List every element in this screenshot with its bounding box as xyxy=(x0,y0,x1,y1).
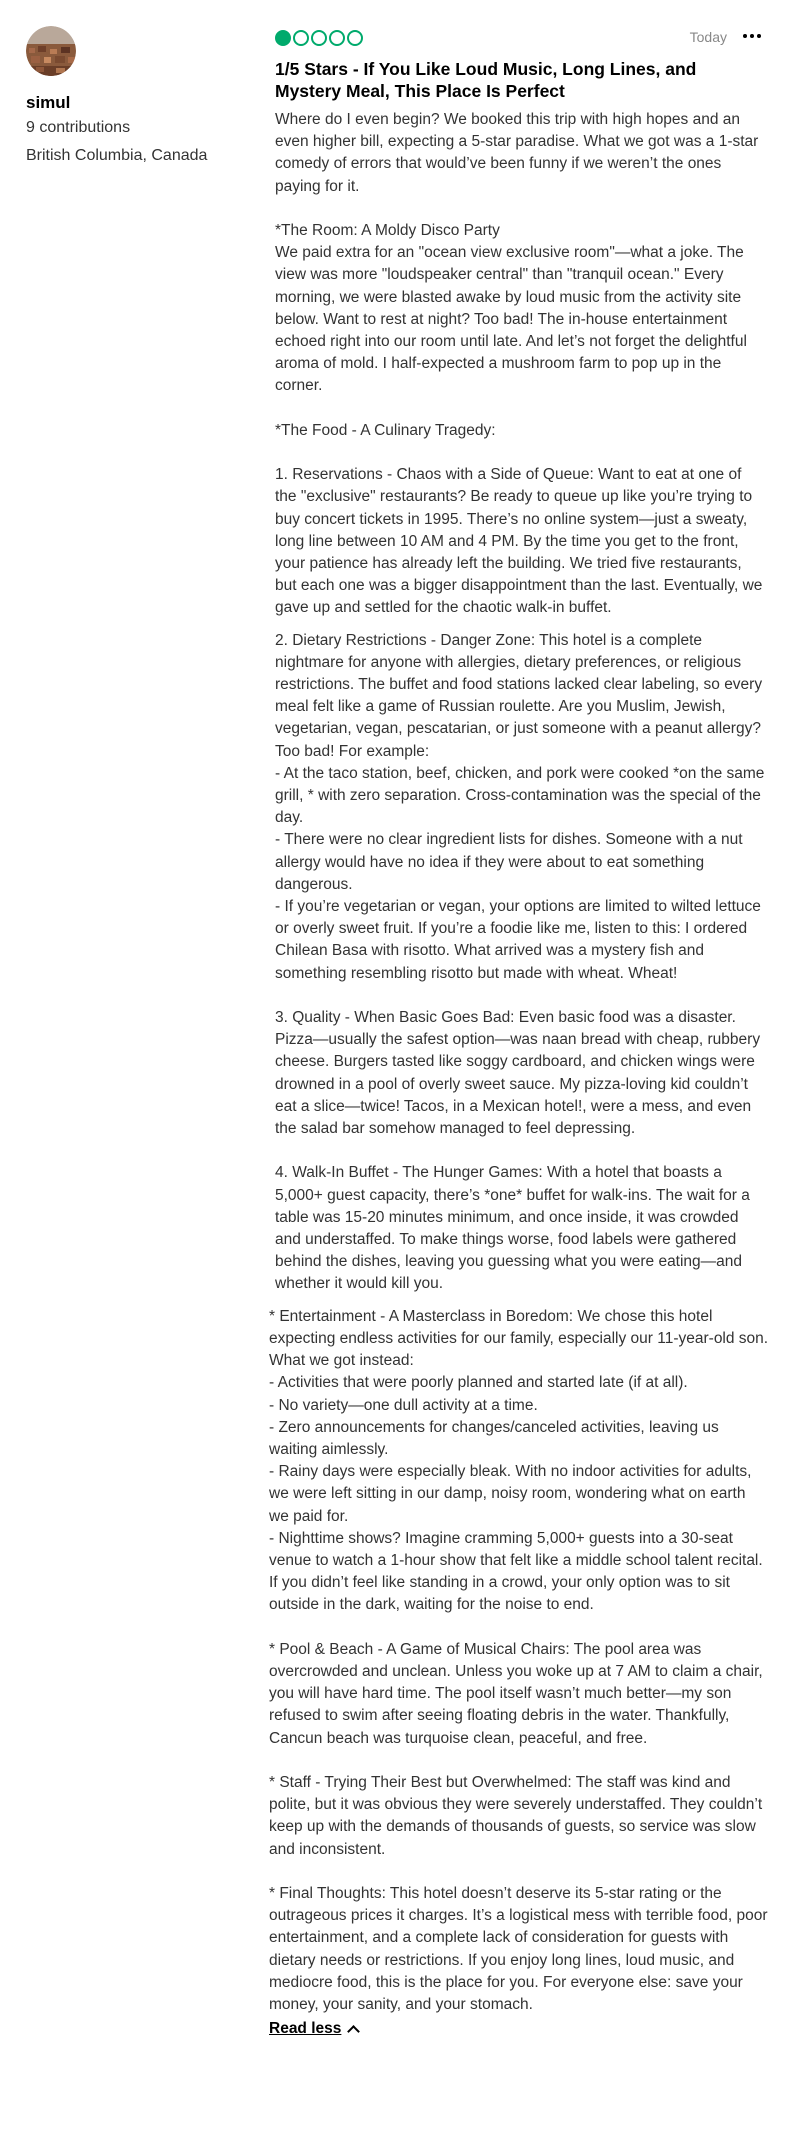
rating-bubble-empty-icon xyxy=(293,30,309,46)
food-dietary-vegetarian: - If you’re vegetarian or vegan, your options are limited to wilted lettuce or overly sweet fruit. If you’re a foodie like me, listen to this: I ordered Chilean Basa with risotto. What arrived was a mystery fish and something resembling risotto but made with wheat. Wheat! xyxy=(275,898,761,982)
more-dots-icon xyxy=(743,34,747,38)
food-dietary: 2. Dietary Restrictions - Danger Zone: This hotel is a complete nightmare for anyone with allergies, dietary preferences, or religious restrictions. The buffet and food stations lacked clear labeling, so every meal felt like a game of Russian roulette. Are you Muslim, Jewish, vegetarian, vegan, pescatarian, or just someone with a peanut allergy? Too bad! For example: xyxy=(275,631,763,760)
entertainment-item: - Nighttime shows? Imagine cramming 5,000+ guests into a 30-seat venue to watch a 1-hour show that felt like a middle school talent recital. If you didn’t feel like standing in a crowd, your only option was to sit outside in the dark, waiting for the noise to end. xyxy=(269,1529,763,1614)
food-dietary-taco: - At the taco station, beef, chicken, and pork were cooked *on the same grill, * with zero separation. Cross-contamination was the special of the day. xyxy=(275,764,765,827)
profile-photo-icon xyxy=(26,26,76,76)
author-info xyxy=(26,26,246,167)
review-content xyxy=(269,28,769,2040)
entertainment-item: - No variety—one dull activity at a time. xyxy=(269,1396,538,1414)
room-heading: *The Room: A Moldy Disco Party xyxy=(275,222,500,239)
food-reservations: 1. Reservations - Chaos with a Side of Queue: Want to eat at one of the "exclusive" restaurants? Be ready to queue up like you’re trying to buy concert tickets in 1995. There’s no online system—just a sweaty, long line between 10 AM and 4 PM. By the time you get to the front, your patience has already left the building. We tried five restaurants, but each one was a bigger disappointment than the last. Eventually, we gave up and settled for the chaotic walk-in buffet. xyxy=(275,466,763,617)
more-dot xyxy=(750,34,754,38)
review-header xyxy=(275,28,765,48)
food-dietary-ingredients: - There were no clear ingredient lists for dishes. Someone with a nut allergy would have no idea if they were about to eat something dangerous. xyxy=(275,831,743,893)
food-buffet: 4. Walk-In Buffet - The Hunger Games: With a hotel that boasts a 5,000+ guest capacity, there’s *one* buffet for walk-ins. The wait for a table was 15-20 minutes minimum, and once inside, it was crowded and understaffed. To make things worse, food labels were gathered behind the dishes, leaving you guessing what you were eating—and whether it would kill you. xyxy=(275,1164,750,1293)
food-heading: *The Food - A Culinary Tragedy: xyxy=(275,421,496,439)
review-body xyxy=(269,109,769,2040)
more-options-button[interactable] xyxy=(739,26,765,46)
pool-beach: * Pool & Beach - A Game of Musical Chairs: The pool area was overcrowded and unclean. Unless you woke up at 7 AM to claim a chair, you will have hard time. The pool itself wasn’t much better—my son refused to swim after seeing floating debris in the water. Thankfully, Cancun beach was turquoise clean, peaceful, and free. xyxy=(269,1640,763,1747)
more-dot xyxy=(757,34,761,38)
author-name[interactable]: simul xyxy=(26,93,71,112)
rating-bubble-empty-icon xyxy=(347,30,363,46)
author-location: British Columbia, Canada xyxy=(26,147,208,164)
rating-bubbles xyxy=(275,30,363,46)
room-text: We paid extra for an "ocean view exclusive room"—what a joke. The view was more "loudspeaker central" than "tranquil ocean." Every morning, we were blasted awake by loud music from the activity site below. Want to rest at night? Too bad! The in-house entertainment echoed right into our room until late. And let’s not forget the delightful aroma of mold. I half-expected a mushroom farm to pop up in the corner. xyxy=(275,244,747,395)
final-thoughts: * Final Thoughts: This hotel doesn’t deserve its 5-star rating or the outrageous prices it charges. It’s a logistical mess with terrible food, poor entertainment, and a complete lack of consideration for guests with dietary needs or restrictions. If you enjoy long lines, loud music, and mediocre food, this is the place for you. For everyone else: save your money, your sanity, and your stomach. xyxy=(269,1884,768,2013)
review-title[interactable]: 1/5 Stars - If You Like Loud Music, Long Lines, and Mystery Meal, This Place Is Perfect xyxy=(275,59,697,101)
entertainment-heading: * Entertainment - A Masterclass in Boredom: We chose this hotel expecting endless activities for our family, especially our 11-year-old son. What we got instead: xyxy=(269,1307,769,1370)
food-quality: 3. Quality - When Basic Goes Bad: Even basic food was a disaster. Pizza—usually the safest option—was naan bread with cheap, rubbery cheese. Burgers tasted like soggy cardboard, and chicken wings were drowned in a pool of overly sweet sauce. My pizza-loving kid couldn’t eat a slice—twice! Tacos, in a Mexican hotel!, were a mess, and even the salad bar somehow managed to feel depressing. xyxy=(275,1009,761,1138)
entertainment-item: - Rainy days were especially bleak. With no indoor activities for adults, we were left sitting in our damp, noisy room, wondering what on earth we paid for. xyxy=(269,1463,752,1525)
rating-bubble-empty-icon xyxy=(329,30,345,46)
review-intro: Where do I even begin? We booked this trip with high hopes and an even higher bill, expecting a 5-star paradise. What we got was a 1-star comedy of errors that would’ve been funny if we weren’t the ones paying for it. xyxy=(275,111,759,195)
read-less-link[interactable] xyxy=(269,2018,358,2040)
rating-bubble-empty-icon xyxy=(311,30,327,46)
entertainment-item: - Zero announcements for changes/canceled activities, leaving us waiting aimlessly. xyxy=(269,1418,719,1458)
review-date: Today xyxy=(689,29,727,45)
entertainment-item: - Activities that were poorly planned and started late (if at all). xyxy=(269,1374,688,1392)
author-avatar[interactable] xyxy=(26,26,76,76)
rating-bubble-filled-icon xyxy=(275,30,291,46)
read-less-label: Read less xyxy=(269,2020,342,2038)
author-contributions: 9 contributions xyxy=(26,119,131,136)
chevron-up-icon xyxy=(348,2025,361,2038)
staff: * Staff - Trying Their Best but Overwhelmed: The staff was kind and polite, but it was obvious they were severely understaffed. They couldn’t keep up with the demands of thousands of guests, so service was slow and inconsistent. xyxy=(269,1773,763,1858)
